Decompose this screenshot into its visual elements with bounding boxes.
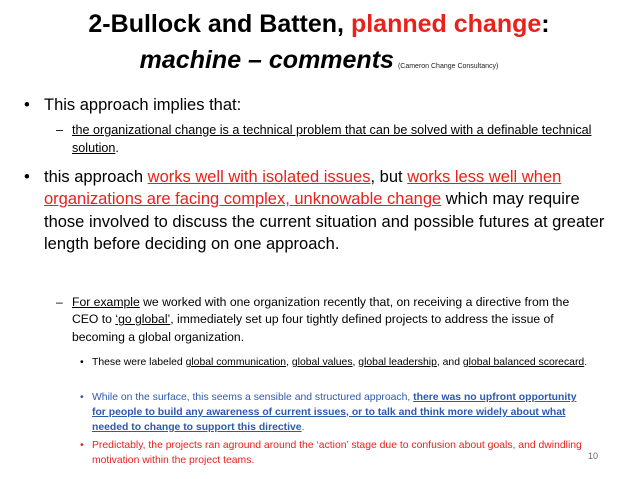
example-paragraph: – For example we worked with one organization recently that, on receiving a directive from the CEO to ‘go global’, immediately set up four tightly defined projects to address the issue of becoming a global organization. [56,295,570,344]
title-line-1: 2-Bullock and Batten, planned change: [88,10,550,38]
title-citation: (Cameron Change Consultancy) [397,63,499,70]
bullet-dot: • [24,96,30,114]
slide-title [0,6,638,85]
sub-bullet-b: • While on the surface, this seems a sensible and structured approach, there was no upfront opportunity for people to build any awareness of current issues, or to talk and think more widely about what needed to change to support this directive. [80,392,577,433]
sub-bullet-a: • These were labeled global communication, global values, global leadership, and global balanced scorecard. [80,357,588,368]
slide: 2-Bullock and Batten, planned change: machine – comments (Cameron Change Consultancy) • This approach implies that: – the organizational change is a technical problem that can be solved with a definable technical solution. • this approach works well with isolated issues, but works less well when organizations are facing complex, unknowable change which may require those involved to discuss the current situation and possible futures at greater length before deciding on one approach. – For example we worked with one organization recently that, on receiving a directive from the CEO to ‘go global’, immediately set up four tightly defined projects to address the issue of becoming a global organization. • These were labeled global communication, global values, global leadership, and global balanced scorecard. • While on the surface, this seems a sensible and structured approach, there was no upfront opportunity for people to build any awareness of current issues, or to talk and think more widely about what needed to change to support this directive. • Predictably, the projects ran aground around the ‘action’ stage due to confusion about goals, and dwindling motivation within the project teams. 10 [0,0,638,479]
title-line-2: machine – comments (Cameron Change Consultancy) [139,46,499,74]
bullet-2-text: this approach works well with isolated issues, but works less well when organizations are facing complex, unknowable change which may require those involved to discuss the current situation and possible futures at greater length before deciding on one approach. [44,168,605,253]
page-number: 10 [588,451,599,461]
sub-bullet-c: • Predictably, the projects ran aground around the ‘action’ stage due to confusion about goals, and dwindling motivation within the project teams. [80,440,582,466]
bullet-dot: • [24,168,30,186]
bullet-1-sub: – the organizational change is a technical problem that can be solved with a definable technical solution. [56,123,592,155]
